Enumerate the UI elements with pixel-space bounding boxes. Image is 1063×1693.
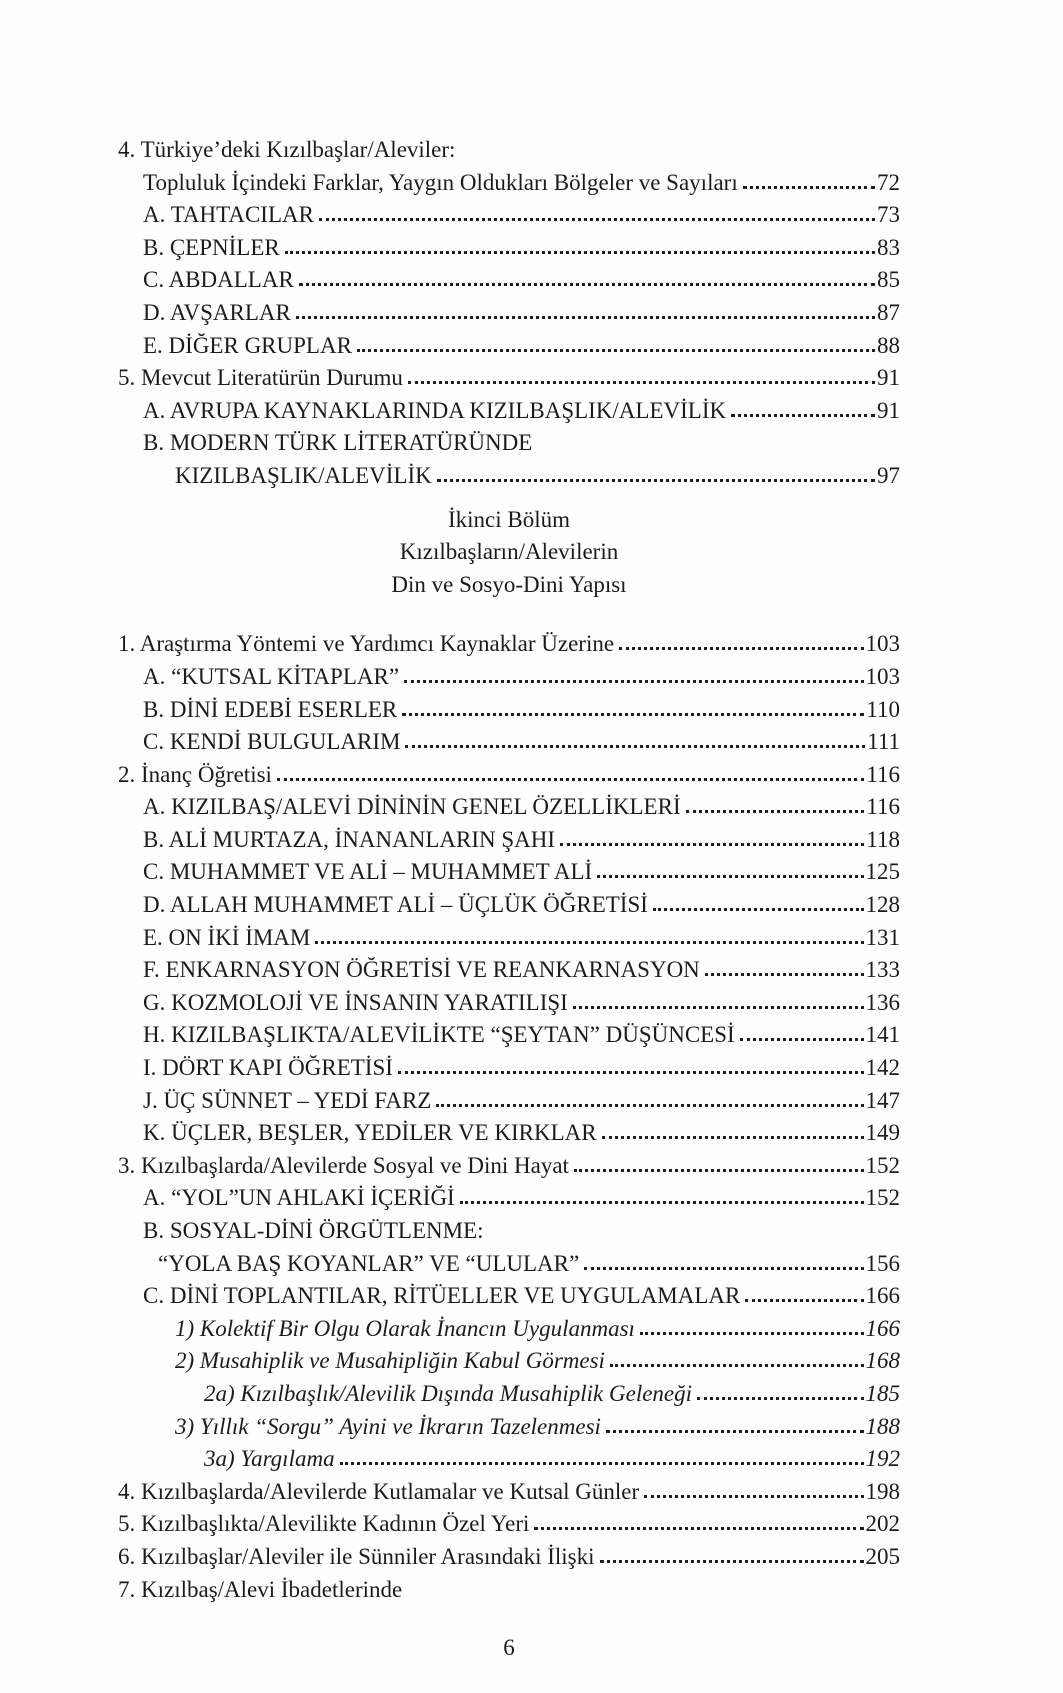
dot-leader [398,1071,864,1074]
toc-entry-page: 85 [877,267,900,293]
toc-entry-page: 156 [865,1250,900,1276]
dot-leader [285,251,875,254]
toc-entry-title: KIZILBAŞLIK/ALEVİLİK [175,462,432,488]
toc-entry [118,1313,900,1346]
toc-entry-title: A. KIZILBAŞ/ALEVİ DİNİNİN GENEL ÖZELLİKLERİ [143,794,681,820]
toc-entry-title: J. ÜÇ SÜNNET – YEDİ FARZ [143,1087,432,1113]
toc-entry [118,694,900,727]
toc-entry-page: 192 [865,1446,900,1472]
dot-leader [534,1527,863,1530]
dot-leader [740,1038,864,1041]
toc-entry-page: 110 [866,696,900,722]
toc-entry-page: 118 [866,826,900,852]
toc-entry-page: 149 [865,1120,900,1146]
toc-entry [118,134,900,167]
toc-entry-title: 2. İnanç Öğretisi [118,761,272,787]
toc-entry-title: C. KENDİ BULGULARIM [143,729,401,755]
toc-entry-page: 125 [865,859,900,885]
toc-entry [118,460,900,493]
toc-entry-page: 91 [877,397,900,423]
toc-entry [118,1541,900,1574]
dot-leader [606,1430,864,1433]
toc-entry-page: 185 [865,1380,900,1406]
toc-entry-page: 142 [865,1055,900,1081]
toc-entry [118,1280,900,1313]
toc-entry [118,199,900,232]
toc-entry-title: 7. Kızılbaş/Alevi İbadetlerinde [118,1576,403,1602]
toc-entry [118,1085,900,1118]
toc-entry-page: 202 [865,1511,900,1537]
toc-entry-page: 198 [865,1478,900,1504]
toc-section-1 [118,134,900,493]
toc-entry-title: B. ALİ MURTAZA, İNANANLARIN ŞAHI [143,826,556,852]
toc-entry [118,1345,900,1378]
toc-section-2 [118,628,900,1606]
toc-entry-page: 168 [865,1348,900,1374]
toc-entry-title: B. ÇEPNİLER [143,234,280,260]
dot-leader [405,745,865,748]
toc-entry [118,759,900,792]
dot-leader [340,1462,864,1465]
toc-entry-page: 152 [865,1152,900,1178]
toc-entry-title: 2) Musahiplik ve Musahipliğin Kabul Görmesi [175,1348,605,1374]
dot-leader [597,875,863,878]
toc-entry-title: D. ALLAH MUHAMMET ALİ – ÜÇLÜK ÖĞRETİSİ [143,892,648,918]
toc-entry-title: 5. Kızılbaşlıkta/Alevilikte Kadının Özel Yeri [118,1511,530,1537]
toc-entry-title: B. DİNİ EDEBİ ESERLER [143,696,398,722]
toc-entry [118,395,900,428]
toc-entry-title: 3) Yıllık “Sorgu” Ayini ve İkrarın Tazelenmesi [175,1413,601,1439]
dot-leader [560,843,864,846]
dot-leader [573,1006,864,1009]
toc-entry-page: 166 [865,1315,900,1341]
toc-entry [118,1215,900,1248]
chapter-heading [118,504,900,602]
toc-entry-page: 166 [865,1283,900,1309]
toc-entry [118,1476,900,1509]
toc-entry-title: K. ÜÇLER, BEŞLER, YEDİLER VE KIRKLAR [143,1120,597,1146]
toc-entry [118,856,900,889]
dot-leader [731,414,875,417]
dot-leader [277,778,864,781]
toc-entry [118,427,900,460]
dot-leader [404,680,863,683]
dot-leader [705,973,864,976]
toc-entry-page: 116 [866,761,900,787]
toc-entry-page: 87 [877,299,900,325]
toc-entry-title: Topluluk İçindeki Farklar, Yaygın Oldukları Bölgeler ve Sayıları [143,169,738,195]
toc-entry-title: E. DİĞER GRUPLAR [143,332,352,358]
toc-entry-page: 111 [867,729,900,755]
dot-leader [610,1364,864,1367]
toc-entry-title: C. ABDALLAR [143,267,294,293]
toc-entry-page: 128 [865,892,900,918]
dot-leader [574,1169,864,1172]
toc-entry [118,1150,900,1183]
toc-entry-title: E. ON İKİ İMAM [143,924,311,950]
toc-entry-page: 116 [866,794,900,820]
toc-entry-title: 1. Araştırma Yöntemi ve Yardımcı Kaynaklar Üzerine [118,631,615,657]
toc-entry [118,1248,900,1281]
toc-entry-page: 83 [877,234,900,260]
toc-entry-page: 103 [865,631,900,657]
toc-entry-title: C. DİNİ TOPLANTILAR, RİTÜELLER VE UYGULAMALAR [143,1283,741,1309]
toc-entry-page: 141 [865,1022,900,1048]
toc-entry-title: 6. Kızılbaşlar/Aleviler ile Sünniler Arasındaki İlişki [118,1543,595,1569]
toc-entry-title: 4. Kızılbaşlarda/Alevilerde Kutlamalar ve Kutsal Günler [118,1478,640,1504]
toc-entry [118,1052,900,1085]
toc-entry [118,264,900,297]
dot-leader [460,1201,864,1204]
dot-leader [408,381,875,384]
toc-entry-title: F. ENKARNASYON ÖĞRETİSİ VE REANKARNASYON [143,957,700,983]
toc-entry-title: 4. Türkiye’deki Kızılbaşlar/Aleviler: [118,137,456,162]
dot-leader [640,1332,864,1335]
toc-entry-title: 3. Kızılbaşlarda/Alevilerde Sosyal ve Dini Hayat [118,1152,569,1178]
toc-entry-title: 2a) Kızılbaşlık/Alevilik Dışında Musahiplik Geleneği [204,1380,693,1406]
toc-entry-page: 131 [865,924,900,950]
toc-entry-title: 5. Mevcut Literatürün Durumu [118,365,403,391]
toc-entry [118,824,900,857]
toc-entry-title: 1) Kolektif Bir Olgu Olarak İnancın Uygulanması [175,1315,635,1341]
page-number: 6 [503,1635,515,1661]
dot-leader [296,316,875,319]
dot-leader [357,349,875,352]
toc-entry [118,791,900,824]
toc-entry [118,1117,900,1150]
toc-entry-page: 103 [865,663,900,689]
dot-leader [315,941,863,944]
toc-entry-page: 97 [877,462,900,488]
dot-leader [584,1267,863,1270]
toc-entry-title: D. AVŞARLAR [143,299,291,325]
toc-entry [118,1378,900,1411]
toc-entry-page: 136 [865,989,900,1015]
toc-entry-page: 72 [877,169,900,195]
chapter-heading-line-3: Din ve Sosyo-Dini Yapısı [391,571,627,597]
dot-leader [436,1104,863,1107]
toc-entry-page: 147 [865,1087,900,1113]
toc-entry-title: G. KOZMOLOJİ VE İNSANIN YARATILIŞI [143,989,568,1015]
chapter-heading-line-1: İkinci Bölüm [447,506,571,532]
toc-entry [118,167,900,200]
toc-entry [118,297,900,330]
toc-entry [118,1411,900,1444]
toc-entry-page: 133 [865,957,900,983]
toc-entry [118,362,900,395]
toc-entry [118,1574,900,1607]
toc-entry-title: A. “KUTSAL KİTAPLAR” [143,663,400,689]
toc-entry [118,726,900,759]
toc-entry [118,330,900,363]
toc-entry [118,232,900,265]
dot-leader [697,1397,863,1400]
toc-entry [118,889,900,922]
toc-entry [118,1443,900,1476]
toc-entry-page: 152 [865,1185,900,1211]
dot-leader [619,647,863,650]
toc-entry-page: 91 [877,365,900,391]
toc-entry [118,1019,900,1052]
dot-leader [743,186,875,189]
toc-entry-title: H. KIZILBAŞLIKTA/ALEVİLİKTE “ŞEYTAN” DÜŞÜNCESİ [143,1022,735,1048]
toc-entry [118,922,900,955]
toc-entry [118,1182,900,1215]
dot-leader [437,479,875,482]
dot-leader [402,713,864,716]
toc-entry-title: 3a) Yargılama [204,1446,335,1472]
toc-entry [118,628,900,661]
dot-leader [653,908,864,911]
dot-leader [600,1560,864,1563]
toc-entry [118,954,900,987]
toc-entry-title: B. SOSYAL-DİNİ ÖRGÜTLENME: [143,1218,484,1243]
toc-entry-title: I. DÖRT KAPI ÖĞRETİSİ [143,1055,393,1081]
toc-entry-title: C. MUHAMMET VE ALİ – MUHAMMET ALİ [143,859,593,885]
toc-entry [118,1508,900,1541]
dot-leader [319,218,875,221]
toc-entry-page: 88 [877,332,900,358]
toc-entry [118,987,900,1020]
dot-leader [602,1136,864,1139]
chapter-heading-line-2: Kızılbaşların/Alevilerin [399,539,619,565]
toc-entry-title: B. MODERN TÜRK LİTERATÜRÜNDE [143,430,533,456]
dot-leader [686,810,865,813]
toc-entry [118,661,900,694]
toc-entry-title: “YOLA BAŞ KOYANLAR” VE “ULULAR” [158,1250,580,1276]
toc-entry-title: A. “YOL”UN AHLAKİ İÇERİĞİ [143,1185,455,1211]
dot-leader [299,283,875,286]
toc-entry-page: 188 [865,1413,900,1439]
dot-leader [745,1299,863,1302]
toc-entry-title: A. AVRUPA KAYNAKLARINDA KIZILBAŞLIK/ALEVİLİK [143,397,727,423]
dot-leader [644,1495,863,1498]
toc-entry-page: 73 [877,202,900,228]
toc-entry-title: A. TAHTACILAR [143,202,314,228]
toc-entry-page: 205 [865,1543,900,1569]
